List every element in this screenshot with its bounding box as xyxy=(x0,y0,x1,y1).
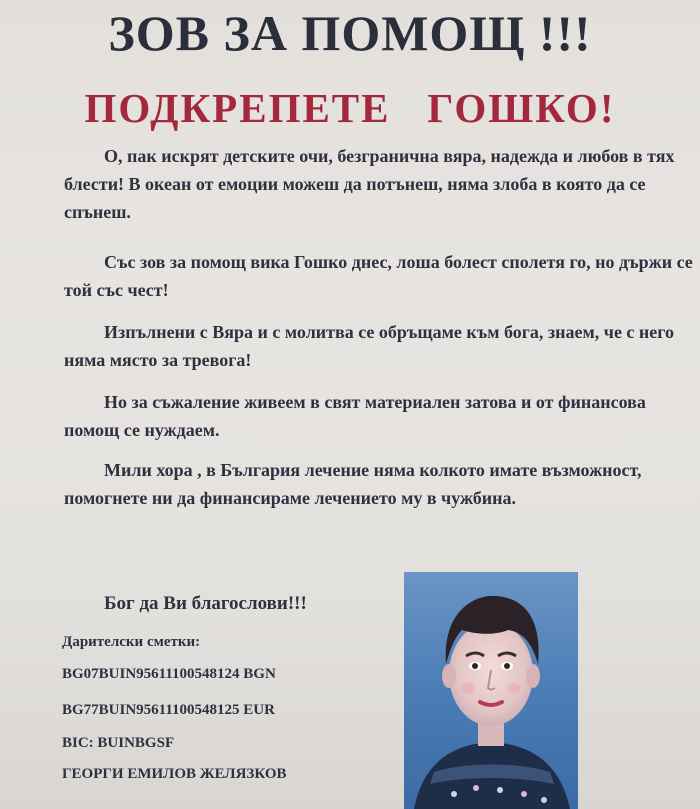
donation-heading: Дарителски сметки: xyxy=(62,634,201,650)
paragraph-2: Със зов за помощ вика Гошко днес, лоша болест сполетя го, но държи се той със чест! xyxy=(64,252,693,300)
paragraph-3: Изпълнени с Вяра и с молитва се обръщаме към бога, знаем, че с него няма място за тревога! xyxy=(64,322,675,370)
poster-title: ЗОВ ЗА ПОМОЩ !!! xyxy=(108,5,592,61)
child-portrait-image xyxy=(404,572,578,809)
account-holder: ГЕОРГИ ЕМИЛОВ ЖЕЛЯЗКОВ xyxy=(62,766,287,782)
account-eur: BG77BUIN95611100548125 EUR xyxy=(62,702,275,718)
child-photo xyxy=(404,572,578,809)
paragraph-1: О, пак искрят детските очи, безгранична вяра, надежда и любов в тях блести! В океан от емоции можеш да потънеш, няма злоба в която да се спънеш. xyxy=(64,146,675,222)
paragraph-5: Мили хора , в България лечение няма колкото имате възможност, помогнете ни да финансираме лечението му в чужбина. xyxy=(64,460,642,508)
poster-subtitle: ПОДКРЕПЕТЕ ГОШКО! xyxy=(84,85,616,131)
paragraph-4: Но за съжаление живеем в свят материален затова и от финансова помощ се нуждаем. xyxy=(64,392,646,440)
account-bgn: BG07BUIN95611100548124 BGN xyxy=(62,666,276,682)
bic-code: BIC: BUINBGSF xyxy=(62,735,175,751)
blessing-text: Бог да Ви благослови!!! xyxy=(104,593,307,614)
